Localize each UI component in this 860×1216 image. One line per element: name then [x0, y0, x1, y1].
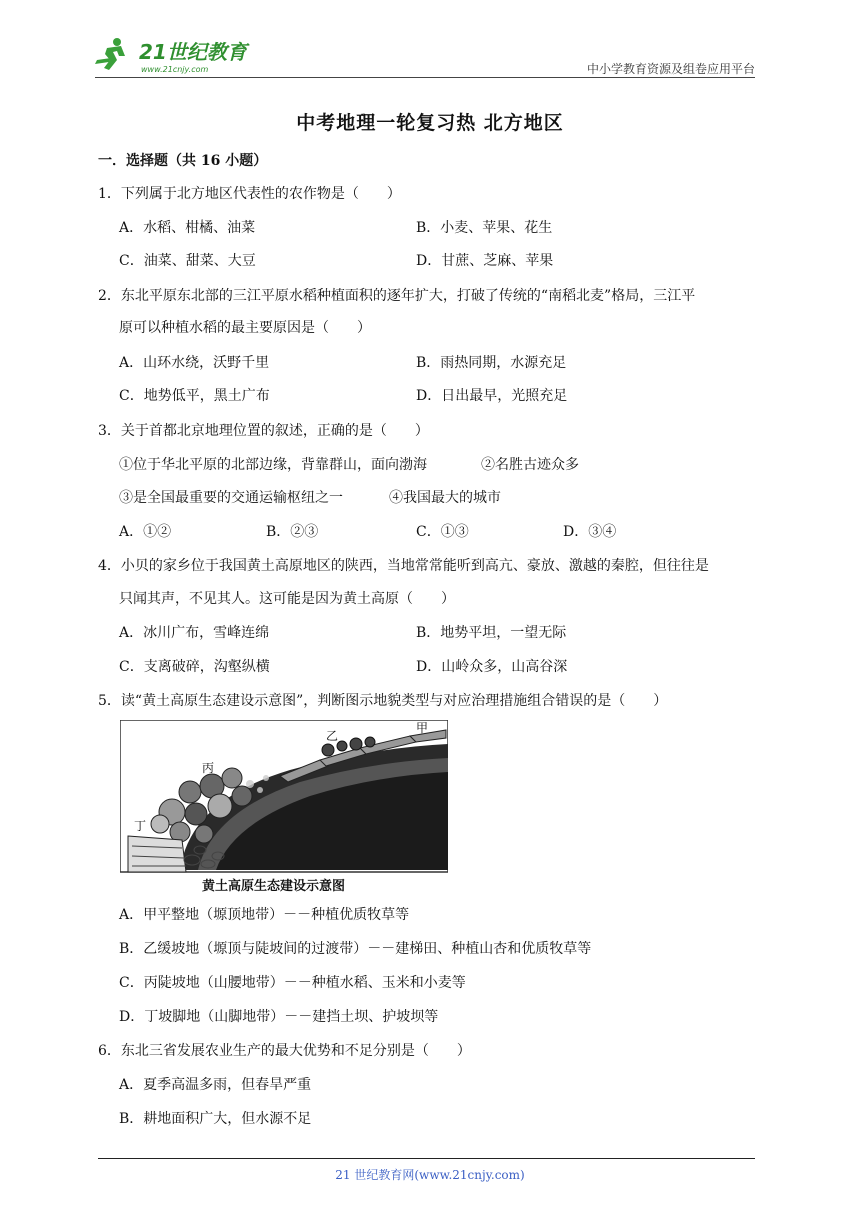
footer-divider [98, 1158, 755, 1159]
question-6-option-a: A．夏季高温多雨，但春旱严重 [119, 1077, 312, 1093]
figure-label-yi: 乙 [326, 729, 339, 743]
question-1-option-a: A．水稻、柑橘、油菜 [119, 220, 256, 236]
question-5-stem: 5．读“黄土高原生态建设示意图”，判断图示地貌类型与对应治理措施组合错误的是（ ） [98, 693, 668, 709]
question-4-stem-line2: 只闻其声，不见其人。这可能是因为黄土高原（ ） [119, 591, 455, 607]
question-5-option-c: C．丙陡坡地（山腰地带）－－种植水稻、玉米和小麦等 [119, 975, 466, 991]
question-3-option-b: B．②③ [266, 524, 319, 540]
figure-label-jia: 甲 [416, 721, 429, 735]
question-5-option-d: D．丁坡脚地（山脚地带）－－建挡土坝、护坡坝等 [119, 1009, 439, 1025]
question-3-item-4: ④我国最大的城市 [389, 490, 501, 506]
question-3-option-a: A．①② [119, 524, 172, 540]
header-platform-text: 中小学教育资源及组卷应用平台 [586, 62, 755, 76]
question-3-item-3: ③是全国最重要的交通运输枢纽之一 [119, 490, 343, 506]
site-logo [95, 34, 265, 76]
question-4-option-a: A．冰川广布，雪峰连绵 [119, 625, 270, 641]
question-6-option-b: B．耕地面积广大，但水源不足 [119, 1111, 312, 1127]
question-2-option-a: A．山环水绕，沃野千里 [119, 355, 270, 371]
question-4-option-d: D．山岭众多，山高谷深 [416, 659, 568, 675]
question-1-stem: 1．下列属于北方地区代表性的农作物是（ ） [98, 186, 401, 202]
question-5-option-b: B．乙缓坡地（塬顶与陡坡间的过渡带）－－建梯田、种植山杏和优质牧草等 [119, 941, 592, 957]
question-6-stem: 6．东北三省发展农业生产的最大优势和不足分别是（ ） [98, 1043, 471, 1059]
question-1-option-c: C．油菜、甜菜、大豆 [119, 253, 256, 269]
figure-label-bing: 丙 [202, 761, 215, 775]
question-3-item-1: ①位于华北平原的北部边缘，背靠群山，面向渤海 [119, 457, 427, 473]
question-1-option-d: D．甘蔗、芝麻、苹果 [416, 253, 554, 269]
question-4-stem-line1: 4．小贝的家乡位于我国黄土高原地区的陕西，当地常常能听到高亢、豪放、激越的秦腔，但往往是 [98, 558, 709, 574]
question-2-stem-line2: 原可以种植水稻的最主要原因是（ ） [119, 320, 371, 336]
loess-plateau-figure [120, 720, 448, 896]
question-5-option-a: A．甲平整地（塬顶地带）－－种植优质牧草等 [119, 907, 410, 923]
question-3-option-c: C．①③ [416, 524, 469, 540]
page-header [95, 30, 755, 78]
question-3-item-2: ②名胜古迹众多 [481, 457, 579, 473]
question-2-stem-line1: 2．东北平原东北部的三江平原水稻种植面积的逐年扩大，打破了传统的“南稻北麦”格局，三江平 [98, 288, 696, 304]
question-4-option-c: C．支离破碎，沟壑纵横 [119, 659, 270, 675]
logo-sub: www.21cnjy.com [141, 65, 209, 74]
document-title: 中考地理一轮复习热 北方地区 [296, 112, 564, 134]
question-3-option-d: D．③④ [563, 524, 617, 540]
question-2-option-d: D．日出最早，光照充足 [416, 388, 568, 404]
question-2-option-c: C．地势低平，黑土广布 [119, 388, 270, 404]
question-2-option-b: B．雨热同期，水源充足 [416, 355, 567, 371]
header-divider [95, 77, 755, 78]
footer-link[interactable]: 21 世纪教育网(www.21cnjy.com) [335, 1168, 525, 1182]
figure-caption: 黄土高原生态建设示意图 [202, 879, 346, 894]
question-3-stem: 3．关于首都北京地理位置的叙述，正确的是（ ） [98, 423, 429, 439]
section-heading: 一．选择题（共 16 小题） [98, 153, 268, 169]
logo-text: 21世纪教育 [139, 40, 247, 64]
question-1-option-b: B．小麦、苹果、花生 [416, 220, 553, 236]
question-4-option-b: B．地势平坦，一望无际 [416, 625, 567, 641]
figure-label-ding: 丁 [134, 819, 147, 833]
